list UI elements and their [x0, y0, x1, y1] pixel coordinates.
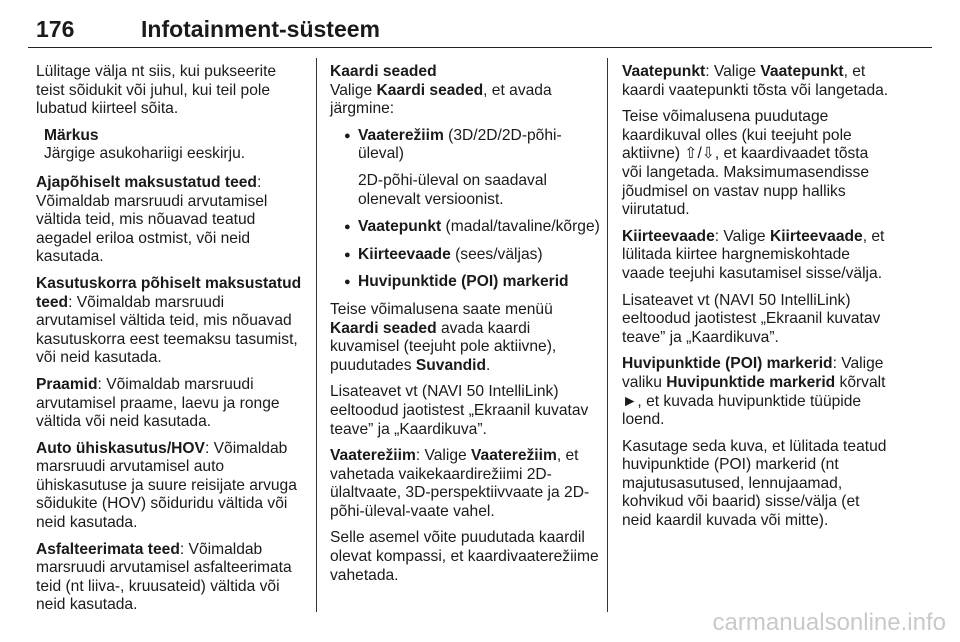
- entry-car-sharing-hov: [36, 440, 306, 533]
- note-text: Järgige asukohariigi eeskirju.: [44, 145, 246, 163]
- column-2: [330, 63, 600, 593]
- paragraph: Huvipunktide (POI) markerid: Valige valiku Huvipunktide markerid kõrvalt ►, et kuvada huvipunktide tüüpide loend.: [622, 355, 886, 429]
- column-divider-1: [316, 58, 317, 612]
- watermark: carmanualsonline.info: [712, 609, 946, 636]
- paragraph: Teise võimalusena puudutage kaardikuval olles (kui teejuht pole aktiivne) ⇧/⇩, et kaardivaadet tõsta või langetada. Maksimumasendisse jõudmisel on vastav nupp halliks viirutatud.: [622, 108, 870, 219]
- paragraph: Teise võimalusena saate menüü Kaardi seaded avada kaardi kuvamisel (teejuht pole aktiivne), puudutades Suvandid.: [330, 300, 557, 374]
- map-settings-intro: Valige Kaardi seaded, et avada järgmine:: [330, 81, 552, 118]
- entry-term: Auto ühiskasutus/HOV: [36, 439, 205, 457]
- page-number: 176: [36, 16, 75, 42]
- list-item: ● Vaatepunkt (madal/tavaline/kõrge): [330, 218, 600, 237]
- settings-list: [330, 127, 600, 292]
- page-header: [28, 10, 932, 46]
- note-box: [36, 127, 306, 164]
- entry-text: : Võimaldab marsruudi arvutamisel asfalteerimata teid (nt liiva-, kruusateid) vältida või neid kasutada.: [36, 540, 292, 614]
- entry-term: Asfalteerimata teed: [36, 540, 180, 558]
- entry-ferries: [36, 376, 306, 432]
- column-1: [36, 63, 306, 623]
- section-heading: Kaardi seaded: [330, 63, 437, 80]
- paragraph: Kiirteevaade: Valige Kiirteevaade, et lülitada kiirtee hargnemiskohtade vaade teejuhi kasutamisel sisse/välja.: [622, 227, 885, 282]
- paragraph: Kasutage seda kuva, et lülitada teatud huvipunktide (POI) markerid (nt majutusasutused, lennujaamad, kohvikud või baarid) sisse/välja (et neid kaardil kuvada või mitte).: [622, 437, 887, 530]
- list-item: ● Vaaterežiim (3D/2D/2D-põhi-üleval) 2D-põhi-üleval on saadaval olenevalt versioonist.: [330, 127, 600, 209]
- entry-term: Kasutuskorra põhiselt maksustatud teed: [36, 274, 302, 311]
- paragraph: Lisateavet vt (NAVI 50 IntelliLink) eeltoodud jaotistest „Ekraanil kuvatav teave” ja „Kaardikuva”.: [330, 383, 589, 438]
- entry-usage-toll-roads: [36, 275, 306, 368]
- list-item: ● Kiirteevaade (sees/väljas): [330, 246, 600, 265]
- entry-text: : Võimaldab marsruudi arvutamisel vältida teid, mis nõuavad teatud aegadel eriloa ostmist, või neid kasutada.: [36, 173, 268, 266]
- paragraph: Lisateavet vt (NAVI 50 IntelliLink) eeltoodud jaotistest „Ekraanil kuvatav teave” ja „Kaardikuva”.: [622, 291, 881, 346]
- paragraph: Vaatepunkt: Valige Vaatepunkt, et kaardi vaatepunkti tõsta või langetada.: [622, 63, 889, 99]
- column-divider-2: [607, 58, 608, 612]
- entry-term: Praamid: [36, 375, 98, 393]
- list-item: ● Huvipunktide (POI) markerid: [330, 273, 600, 292]
- page-title: Infotainment-süsteem: [141, 16, 380, 42]
- entry-term: Ajapõhiselt maksustatud teed: [36, 173, 257, 191]
- paragraph: Selle asemel võite puudutada kaardil olevat kompassi, et kaardivaaterežiime vahetada.: [330, 529, 599, 584]
- list-item-note: 2D-põhi-üleval on saadaval olenevalt versioonist.: [358, 171, 547, 208]
- entry-text: : Võimaldab marsruudi arvutamisel praame, laevu ja ronge vältida või neid kasutada.: [36, 375, 280, 431]
- entry-time-toll-roads: [36, 174, 306, 267]
- header-rule: [28, 47, 932, 48]
- column-3: [622, 63, 892, 539]
- entry-text: : Võimaldab marsruudi arvutamisel vältida teid, mis nõuavad kasutuskorra eest teemaksu tasumist, või neid kasutada.: [36, 293, 298, 367]
- paragraph: Vaaterežiim: Valige Vaaterežiim, et vahetada vaikekaardirežiimi 2D-ülaltvaate, 3D-perspektiivvaate ja 2D-põhi-üleval-vaate vahel.: [330, 447, 590, 520]
- entry-text: : Võimaldab marsruudi arvutamisel auto ühiskasutuse ja suure reisijate arvuga sõidukite (HOV) sõiduridu vältida või neid kasutada.: [36, 439, 297, 532]
- entry-unpaved-roads: [36, 541, 306, 615]
- intro-paragraph: Lülitage välja nt siis, kui pukseerite teist sõidukit või juhul, kui teil pole lubatud kiirteel sõita.: [36, 63, 277, 118]
- note-title: Märkus: [44, 126, 99, 144]
